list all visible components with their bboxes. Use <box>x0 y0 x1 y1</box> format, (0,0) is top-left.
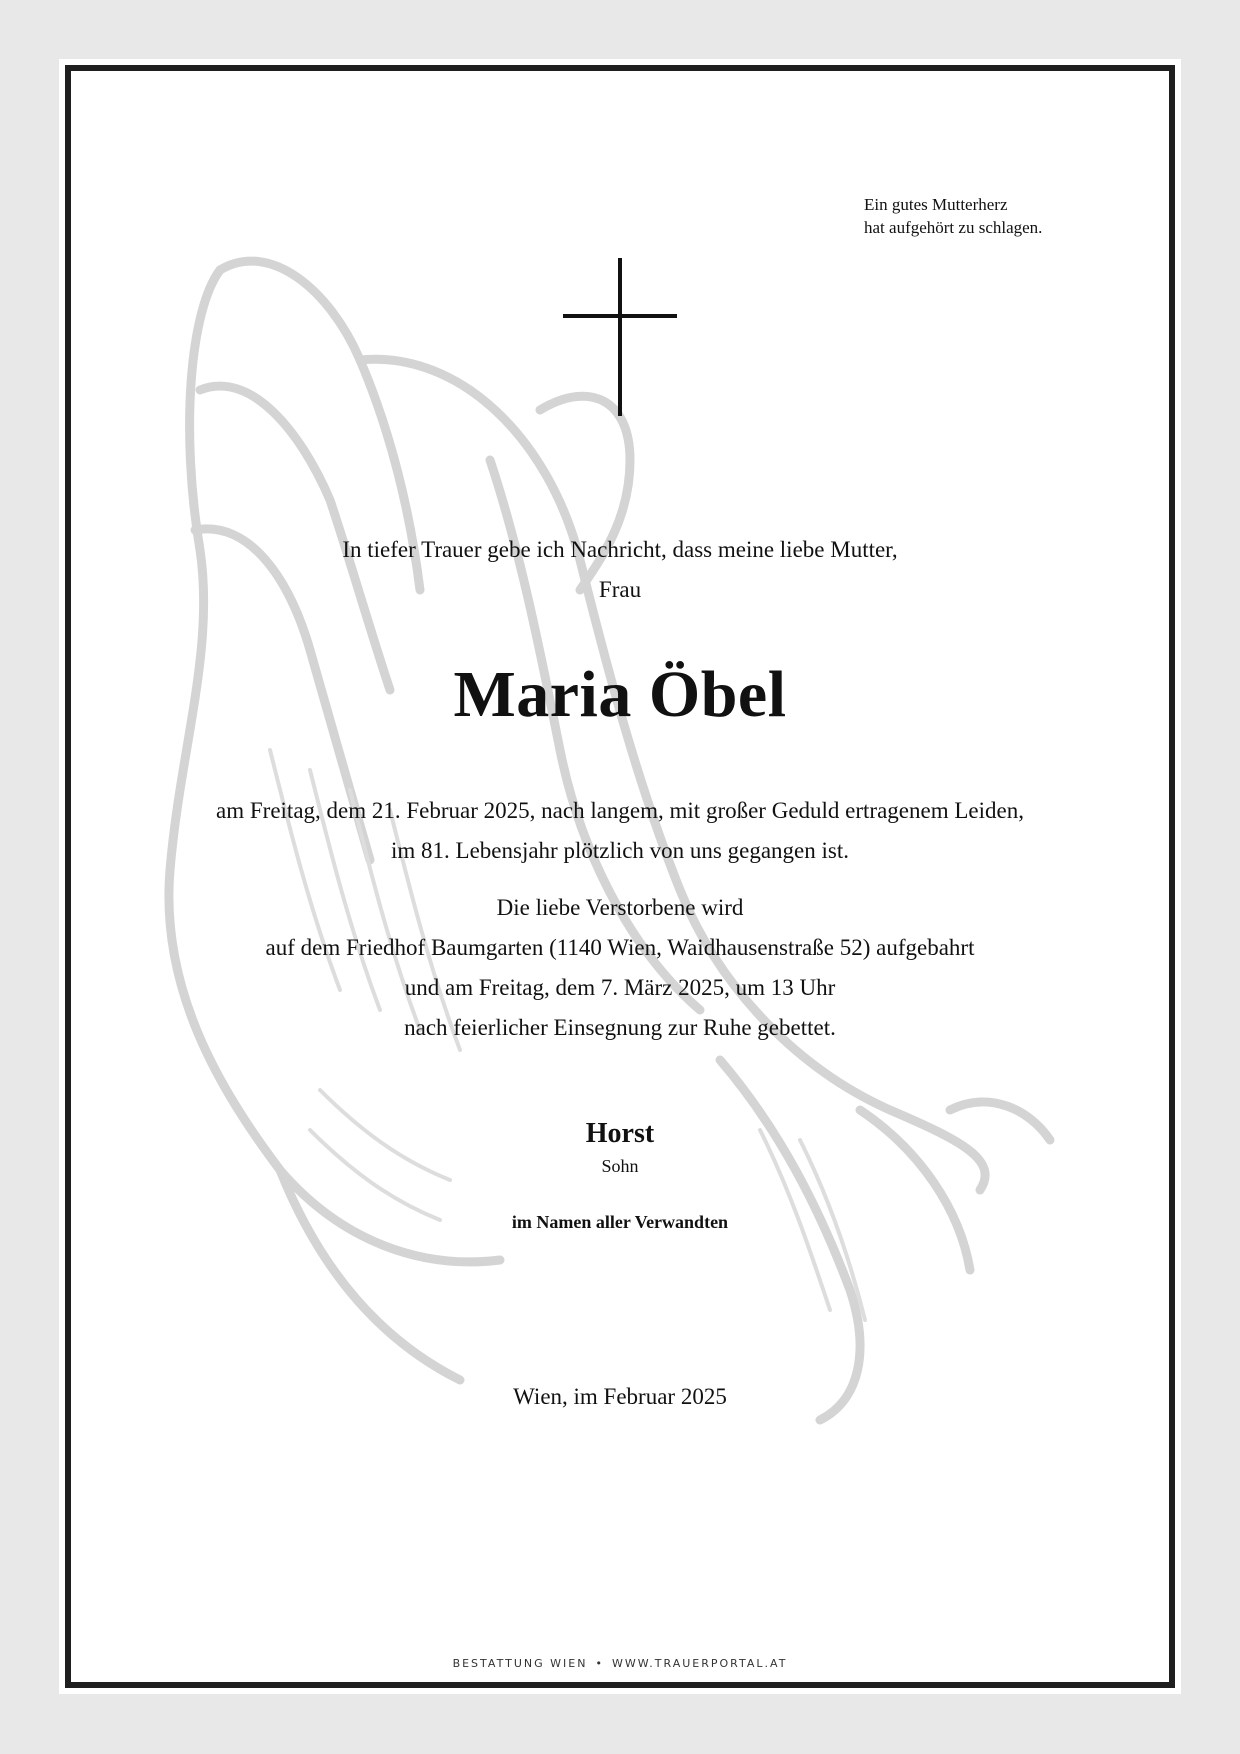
sleeve-right <box>720 1060 860 1420</box>
on-behalf-line: im Namen aller Verwandten <box>511 1212 729 1232</box>
funeral-details <box>100 888 1140 1048</box>
intro-line-1: In tiefer Trauer gebe ich Nachricht, dass meine liebe Mutter, <box>342 537 898 562</box>
motto-quote <box>864 193 1042 239</box>
intro-text <box>100 530 1140 610</box>
signer-relation: Sohn <box>601 1156 639 1176</box>
footer-company: BESTATTUNG WIEN <box>452 1657 588 1670</box>
circumstances-text <box>100 791 1140 871</box>
circumstances-line-2: im 81. Lebensjahr plötzlich von uns gegangen ist. <box>391 838 849 863</box>
cross-vertical-bar <box>618 258 622 416</box>
motto-line-1: Ein gutes Mutterherz <box>864 195 1008 214</box>
hand-right-outline <box>360 359 985 1190</box>
funeral-line-2: auf dem Friedhof Baumgarten (1140 Wien, Waidhausenstraße 52) aufgebahrt <box>265 935 975 960</box>
circumstances-line-1: am Freitag, dem 21. Februar 2025, nach langem, mit großer Geduld ertragenem Leiden, <box>216 798 1024 823</box>
hand-left-outline <box>169 270 500 1262</box>
cross-icon <box>563 258 677 416</box>
funeral-line-1: Die liebe Verstorbene wird <box>496 895 744 920</box>
footer-separator: • <box>595 1657 604 1670</box>
footer-imprint <box>100 1656 1140 1672</box>
intro-line-2: Frau <box>598 577 642 602</box>
footer-website-link[interactable]: WWW.TRAUERPORTAL.AT <box>611 1657 788 1670</box>
funeral-line-4: nach feierlicher Einsegnung zur Ruhe gebettet. <box>404 1015 836 1040</box>
deceased-name: Maria Öbel <box>453 658 787 731</box>
signer-name: Horst <box>585 1118 655 1149</box>
place-date: Wien, im Februar 2025 <box>513 1384 727 1409</box>
motto-line-2: hat aufgehört zu schlagen. <box>864 218 1043 237</box>
funeral-line-3: und am Freitag, dem 7. März 2025, um 13 Uhr <box>404 975 836 1000</box>
cross-horizontal-bar <box>563 314 677 318</box>
